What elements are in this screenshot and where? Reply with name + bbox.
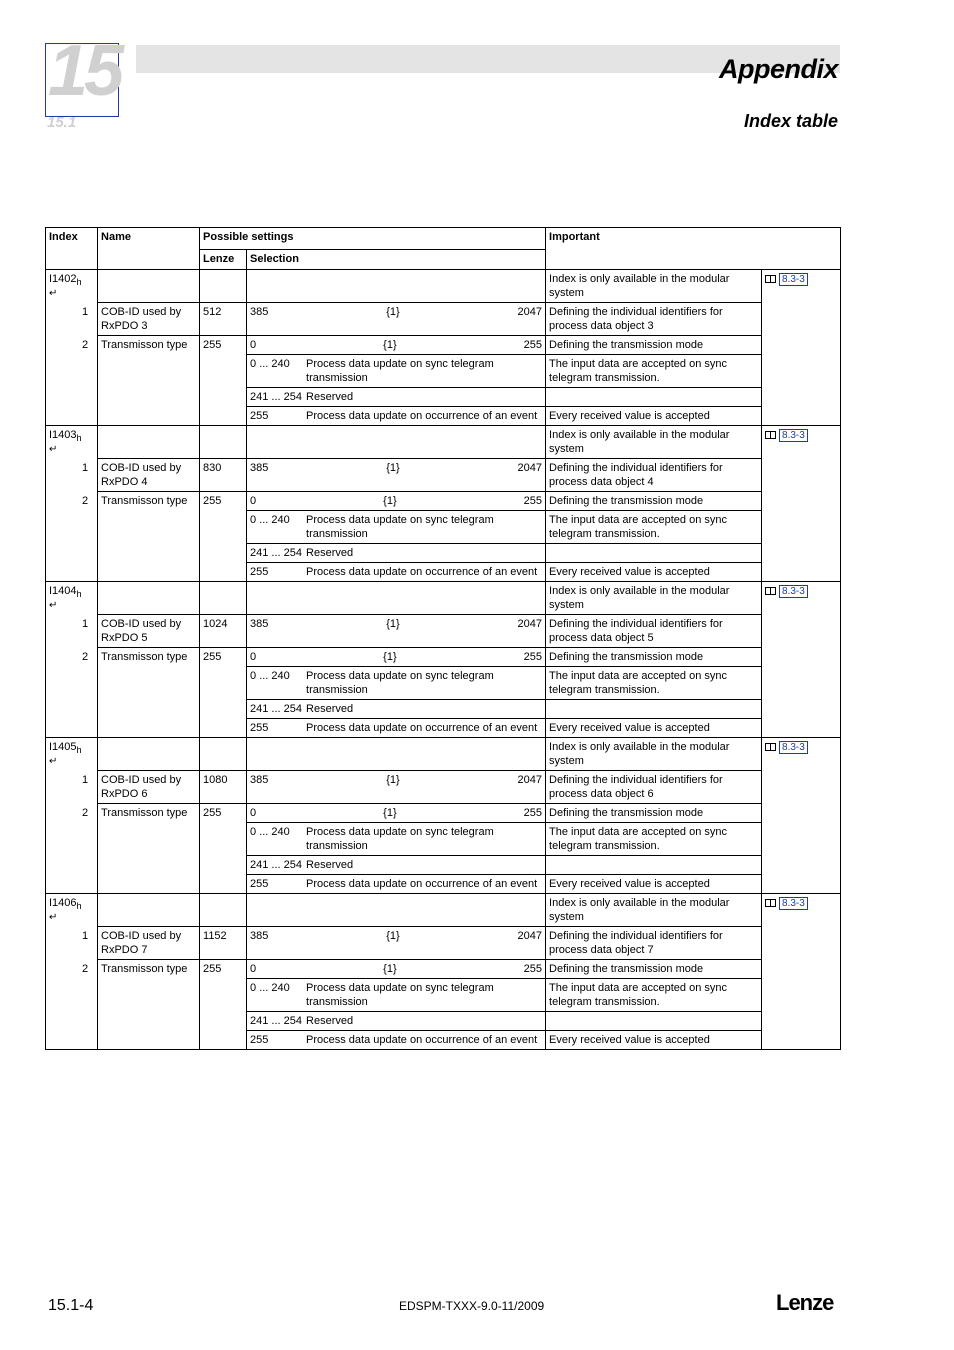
lenze-value: 830 [200, 459, 247, 492]
selection-option [247, 979, 546, 1012]
important-cell: The input data are accepted on sync telegram transmission. [546, 511, 762, 544]
name-cell [98, 270, 200, 303]
range-min: 0 [250, 339, 257, 351]
option-text: Process data update on occurrence of an event [306, 1034, 538, 1046]
return-icon: ↵ [49, 444, 58, 456]
table-row [46, 960, 841, 979]
lenze-value: 255 [200, 336, 247, 426]
selection-cell [247, 270, 546, 303]
important-cell: Index is only available in the modular system [546, 270, 762, 303]
lenze-logo: Lenze [776, 1290, 834, 1315]
subindex-name-cell [82, 804, 200, 894]
reference-link[interactable]: 8.3-3 [779, 429, 808, 442]
range-step: {1} [383, 651, 397, 663]
selection-range [247, 927, 546, 960]
selection-range [247, 804, 546, 823]
subindex-number: 2 [82, 963, 89, 975]
important-cell: Index is only available in the modular system [546, 738, 762, 771]
lenze-value: 255 [200, 648, 247, 738]
reference-link[interactable]: 8.3-3 [779, 897, 808, 910]
important-cell: Every received value is accepted [546, 719, 762, 738]
index-suffix: h [76, 901, 82, 912]
header-lenze: Lenze [200, 250, 247, 270]
section-number: 15.1 [47, 114, 77, 131]
range-max: 2047 [517, 306, 543, 318]
return-icon: ↵ [49, 288, 58, 300]
option-text: Process data update on sync telegram transmission [306, 514, 494, 540]
range-min: 385 [250, 462, 269, 474]
range-min: 385 [250, 930, 269, 942]
table-row [46, 894, 841, 927]
range-max: 255 [523, 651, 543, 663]
subindex-name-cell [82, 927, 200, 960]
range-min: 0 [250, 495, 257, 507]
important-cell: Defining the individual identifiers for process data object 7 [546, 927, 762, 960]
index-cell [46, 894, 98, 1050]
selection-range [247, 303, 546, 336]
option-text: Process data update on sync telegram transmission [306, 670, 494, 696]
subindex-name-cell [82, 459, 200, 492]
important-cell [546, 1012, 762, 1031]
document-id: EDSPM-TXXX-9.0-11/2009 [399, 1299, 545, 1313]
name-cell [98, 582, 200, 615]
range-min: 0 [250, 963, 257, 975]
index-suffix: h [76, 589, 82, 600]
important-cell: Defining the individual identifiers for process data object 6 [546, 771, 762, 804]
option-text: Process data update on sync telegram transmission [306, 826, 494, 852]
important-cell: Every received value is accepted [546, 563, 762, 582]
lenze-cell [200, 270, 247, 303]
important-cell: Every received value is accepted [546, 875, 762, 894]
option-value: 241 ... 254 [250, 859, 303, 871]
reference-cell [762, 894, 841, 1050]
table-row [46, 804, 841, 823]
important-cell: The input data are accepted on sync telegram transmission. [546, 823, 762, 856]
index-cell [46, 426, 98, 582]
table-row [46, 615, 841, 648]
range-step: {1} [386, 774, 400, 786]
subindex-name: COB-ID used by RxPDO 6 [101, 774, 182, 800]
option-value: 255 [250, 566, 269, 578]
table-row [46, 459, 841, 492]
selection-option [247, 1031, 546, 1050]
subindex-name: Transmisson type [101, 339, 188, 351]
index-cell [46, 270, 98, 426]
return-icon: ↵ [49, 600, 58, 612]
lenze-value: 255 [200, 492, 247, 582]
range-min: 385 [250, 774, 269, 786]
subindex-number: 1 [82, 306, 89, 318]
option-text: Process data update on sync telegram transmission [306, 358, 494, 384]
range-step: {1} [383, 807, 397, 819]
option-value: 0 ... 240 [250, 670, 290, 682]
option-value: 0 ... 240 [250, 982, 290, 994]
return-icon: ↵ [49, 912, 58, 924]
important-cell: Defining the transmission mode [546, 492, 762, 511]
index-table [45, 227, 841, 1050]
option-text: Process data update on occurrence of an event [306, 410, 538, 422]
table-row [46, 927, 841, 960]
selection-option [247, 700, 546, 719]
selection-option [247, 719, 546, 738]
subindex-number: 1 [82, 618, 89, 630]
page-subtitle: Index table [743, 111, 838, 131]
selection-option [247, 1012, 546, 1031]
table-body [46, 270, 841, 1050]
index-suffix: h [76, 277, 82, 288]
index-suffix: h [76, 745, 82, 756]
option-text: Process data update on occurrence of an event [306, 722, 538, 734]
subindex-name: COB-ID used by RxPDO 3 [101, 306, 182, 332]
option-value: 0 ... 240 [250, 514, 290, 526]
option-value: 0 ... 240 [250, 826, 290, 838]
range-step: {1} [386, 306, 400, 318]
selection-range [247, 960, 546, 979]
page-number: 15.1-4 [48, 1297, 94, 1314]
option-text: Reserved [306, 1015, 354, 1027]
lenze-value: 255 [200, 960, 247, 1050]
option-value: 255 [250, 1034, 269, 1046]
important-cell: Defining the transmission mode [546, 648, 762, 667]
important-cell: Every received value is accepted [546, 407, 762, 426]
option-text: Process data update on occurrence of an event [306, 878, 538, 890]
book-icon [765, 899, 776, 907]
selection-range [247, 492, 546, 511]
option-value: 241 ... 254 [250, 1015, 303, 1027]
selection-cell [247, 738, 546, 771]
name-cell [98, 894, 200, 927]
table-row [46, 426, 841, 459]
selection-cell [247, 582, 546, 615]
lenze-value: 1080 [200, 771, 247, 804]
selection-range [247, 459, 546, 492]
lenze-cell [200, 894, 247, 927]
important-cell: Defining the transmission mode [546, 804, 762, 823]
index-cell [46, 582, 98, 738]
lenze-value: 512 [200, 303, 247, 336]
subindex-number: 1 [82, 462, 89, 474]
option-value: 0 ... 240 [250, 358, 290, 370]
range-max: 2047 [517, 462, 543, 474]
selection-option [247, 407, 546, 426]
selection-option [247, 511, 546, 544]
selection-range [247, 336, 546, 355]
subindex-name-cell [82, 492, 200, 582]
important-cell: The input data are accepted on sync telegram transmission. [546, 355, 762, 388]
subindex-name: Transmisson type [101, 651, 188, 663]
header-important: Important [546, 228, 841, 270]
option-text: Reserved [306, 391, 354, 403]
range-max: 2047 [517, 930, 543, 942]
return-icon: ↵ [49, 756, 58, 768]
subindex-name-cell [82, 615, 200, 648]
reference-link[interactable]: 8.3-3 [779, 585, 808, 598]
range-step: {1} [383, 963, 397, 975]
subindex-name-cell [82, 771, 200, 804]
selection-option [247, 823, 546, 856]
table-row [46, 648, 841, 667]
selection-range [247, 771, 546, 804]
range-step: {1} [386, 930, 400, 942]
important-cell: Defining the transmission mode [546, 336, 762, 355]
subindex-number: 2 [82, 807, 89, 819]
option-text: Process data update on occurrence of an event [306, 566, 538, 578]
subindex-number: 1 [82, 930, 89, 942]
subindex-number: 2 [82, 495, 89, 507]
option-value: 241 ... 254 [250, 391, 303, 403]
subindex-number: 2 [82, 651, 89, 663]
index-code: I1404 [49, 585, 77, 597]
important-cell: Index is only available in the modular system [546, 426, 762, 459]
important-cell [546, 856, 762, 875]
reference-link[interactable]: 8.3-3 [779, 273, 808, 286]
table-row [46, 270, 841, 303]
subindex-name: Transmisson type [101, 963, 188, 975]
option-text: Reserved [306, 703, 354, 715]
book-icon [765, 431, 776, 439]
option-text: Process data update on sync telegram transmission [306, 982, 494, 1008]
name-cell [98, 738, 200, 771]
range-min: 0 [250, 807, 257, 819]
important-cell [546, 700, 762, 719]
range-max: 255 [523, 495, 543, 507]
selection-option [247, 388, 546, 407]
lenze-value: 1152 [200, 927, 247, 960]
book-icon [765, 587, 776, 595]
subindex-number: 2 [82, 339, 89, 351]
important-cell [546, 544, 762, 563]
selection-option [247, 355, 546, 388]
lenze-value: 1024 [200, 615, 247, 648]
table-row [46, 738, 841, 771]
index-cell [46, 738, 98, 894]
important-cell: Index is only available in the modular system [546, 894, 762, 927]
important-cell: Every received value is accepted [546, 1031, 762, 1050]
table-row [46, 303, 841, 336]
range-step: {1} [383, 495, 397, 507]
subindex-name-cell [82, 648, 200, 738]
option-value: 255 [250, 722, 269, 734]
range-step: {1} [383, 339, 397, 351]
selection-range [247, 615, 546, 648]
subindex-number: 1 [82, 774, 89, 786]
selection-option [247, 856, 546, 875]
range-max: 2047 [517, 618, 543, 630]
table-row [46, 582, 841, 615]
selection-option [247, 875, 546, 894]
option-value: 255 [250, 410, 269, 422]
table-row [46, 771, 841, 804]
option-value: 241 ... 254 [250, 547, 303, 559]
header-selection: Selection [247, 250, 546, 270]
option-text: Reserved [306, 859, 354, 871]
subindex-name-cell [82, 303, 200, 336]
important-cell: Index is only available in the modular system [546, 582, 762, 615]
important-cell: The input data are accepted on sync telegram transmission. [546, 667, 762, 700]
important-cell: Defining the individual identifiers for process data object 3 [546, 303, 762, 336]
book-icon [765, 743, 776, 751]
range-min: 0 [250, 651, 257, 663]
reference-cell [762, 582, 841, 738]
important-cell: Defining the transmission mode [546, 960, 762, 979]
lenze-value: 255 [200, 804, 247, 894]
subindex-name: COB-ID used by RxPDO 4 [101, 462, 182, 488]
subindex-name: Transmisson type [101, 807, 188, 819]
name-cell [98, 426, 200, 459]
reference-cell [762, 738, 841, 894]
important-cell: The input data are accepted on sync telegram transmission. [546, 979, 762, 1012]
reference-link[interactable]: 8.3-3 [779, 741, 808, 754]
range-max: 255 [523, 339, 543, 351]
range-step: {1} [386, 462, 400, 474]
range-min: 385 [250, 306, 269, 318]
lenze-cell [200, 738, 247, 771]
important-cell: Defining the individual identifiers for process data object 4 [546, 459, 762, 492]
table-row [46, 492, 841, 511]
reference-cell [762, 270, 841, 426]
lenze-cell [200, 426, 247, 459]
range-max: 255 [523, 963, 543, 975]
page-title: Appendix [718, 54, 838, 84]
index-code: I1402 [49, 273, 77, 285]
header-possible-settings: Possible settings [200, 228, 546, 250]
reference-cell [762, 426, 841, 582]
table-row [46, 336, 841, 355]
range-min: 385 [250, 618, 269, 630]
important-cell [546, 388, 762, 407]
subindex-name: COB-ID used by RxPDO 7 [101, 930, 182, 956]
subindex-name: Transmisson type [101, 495, 188, 507]
range-max: 2047 [517, 774, 543, 786]
important-cell: Defining the individual identifiers for process data object 5 [546, 615, 762, 648]
selection-cell [247, 894, 546, 927]
option-value: 255 [250, 878, 269, 890]
selection-range [247, 648, 546, 667]
range-step: {1} [386, 618, 400, 630]
subindex-name: COB-ID used by RxPDO 5 [101, 618, 182, 644]
subindex-name-cell [82, 960, 200, 1050]
lenze-cell [200, 582, 247, 615]
header-index: Index [46, 228, 98, 270]
selection-option [247, 544, 546, 563]
selection-option [247, 563, 546, 582]
option-value: 241 ... 254 [250, 703, 303, 715]
index-code: I1405 [49, 741, 77, 753]
selection-cell [247, 426, 546, 459]
subindex-name-cell [82, 336, 200, 426]
index-suffix: h [76, 433, 82, 444]
range-max: 255 [523, 807, 543, 819]
selection-option [247, 667, 546, 700]
option-text: Reserved [306, 547, 354, 559]
index-code: I1403 [49, 429, 77, 441]
chapter-number: 15 [48, 31, 121, 111]
book-icon [765, 275, 776, 283]
header-name: Name [98, 228, 200, 270]
index-code: I1406 [49, 897, 77, 909]
